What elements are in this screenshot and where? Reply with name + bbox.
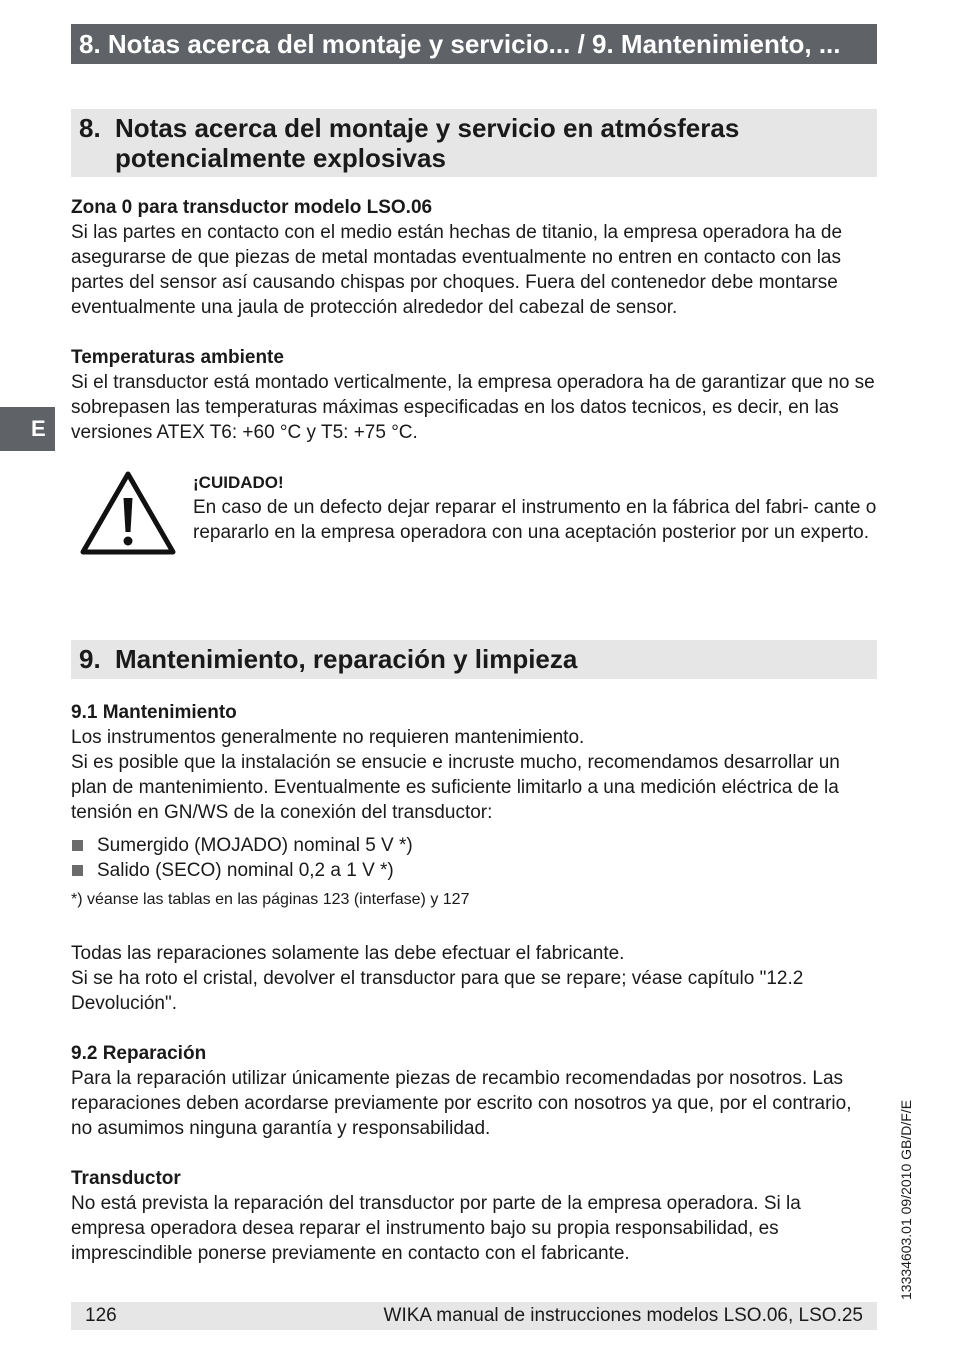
warning-heading: ¡CUIDADO! xyxy=(193,473,284,492)
mantenimiento-line-1: Los instrumentos generalmente no requieren mantenimiento. xyxy=(71,727,585,748)
reparacion-heading: 9.2 Reparación xyxy=(71,1043,207,1064)
section-8-number: 8. xyxy=(79,113,101,143)
square-bullet-icon xyxy=(72,840,83,851)
mantenimiento-list xyxy=(71,833,877,883)
reparaciones-line-1: Todas las reparaciones solamente las debe efectuar el fabricante. xyxy=(71,943,625,964)
list-item xyxy=(71,858,877,883)
mantenimiento-block xyxy=(71,700,877,911)
language-tab xyxy=(0,407,55,451)
zona-0-heading: Zona 0 para transductor modelo LSO.06 xyxy=(71,197,433,218)
reparacion-block xyxy=(71,1041,877,1141)
list-item-text: Salido (SECO) nominal 0,2 a 1 V *) xyxy=(97,860,394,881)
transductor-heading: Transductor xyxy=(71,1168,181,1189)
reparacion-text: Para la reparación utilizar únicamente piezas de recambio recomendadas por nosotros. Las reparaciones deben acordarse previamente por escrito con nosotros ya que, por el contrario, no asumimos ninguna garantía y responsabilidad. xyxy=(71,1068,852,1139)
language-tab-label: E xyxy=(31,416,46,441)
section-9-title: Mantenimiento, reparación y limpieza xyxy=(115,644,578,674)
zona-0-block xyxy=(71,195,877,320)
list-item xyxy=(71,833,877,858)
temperaturas-text: Si el transductor está montado verticalmente, la empresa operadora ha de garantizar que no se sobrepasen las temperaturas máximas especificadas en los datos tecnicos, es decir, en las versiones ATEX T6: +60 °C y T5: +75 °C. xyxy=(71,372,875,443)
transductor-block xyxy=(71,1166,877,1266)
warning-block xyxy=(193,470,883,545)
temperaturas-block xyxy=(71,345,877,445)
document-code: 13334603.01 09/2010 GB/D/F/E xyxy=(898,1099,914,1300)
reparaciones-line-2: Si se ha roto el cristal, devolver el transductor para que se repare; véase capítulo "12.2 Devolución". xyxy=(71,968,804,1014)
mantenimiento-line-2: Si es posible que la instalación se ensucie e incruste mucho, recomendamos desarrollar un plan de mantenimiento. Eventualmente es suficiente limitarlo a una medición eléctrica de la tensión en GN/WS de la conexión del transductor: xyxy=(71,752,840,823)
warning-text: En caso de un defecto dejar reparar el instrumento en la fábrica del fabri- cante o repararlo en la empresa operadora con una aceptación posterior por un experto. xyxy=(193,497,877,543)
section-8-title: Notas acerca del montaje y servicio en atmósferas potencialmente explosivas xyxy=(115,113,740,173)
running-header-title: 8. Notas acerca del montaje y servicio... / 9. Mantenimiento, ... xyxy=(79,29,841,59)
footer-title: WIKA manual de instrucciones modelos LSO.06, LSO.25 xyxy=(383,1305,863,1326)
section-8-heading xyxy=(71,109,877,177)
section-9-heading xyxy=(71,640,877,679)
footnote: *) véanse las tablas en las páginas 123 (interfase) y 127 xyxy=(71,891,470,908)
page-number: 126 xyxy=(85,1305,117,1326)
square-bullet-icon xyxy=(72,865,83,876)
zona-0-text: Si las partes en contacto con el medio están hechas de titanio, la empresa operadora ha de asegurarse de que piezas de metal montadas eventualmente no entren en contacto con las partes del sensor así causando chispas por choques. Fuera del contenedor debe montarse eventualmente una jaula de protección alrededor del cabezal de sensor. xyxy=(71,222,843,318)
list-item-text: Sumergido (MOJADO) nominal 5 V *) xyxy=(97,835,413,856)
transductor-text: No está prevista la reparación del transductor por parte de la empresa operadora. Si la empresa operadora desea reparar el instrumento bajo su propia responsabilidad, es imprescindible ponerse previamente en contacto con el fabricante. xyxy=(71,1193,801,1264)
temperaturas-heading: Temperaturas ambiente xyxy=(71,347,284,368)
section-9-number: 9. xyxy=(79,644,101,674)
reparaciones-block xyxy=(71,941,877,1016)
mantenimiento-heading: 9.1 Mantenimiento xyxy=(71,702,237,723)
running-header xyxy=(71,24,877,64)
page-footer xyxy=(71,1302,877,1330)
warning-triangle-icon xyxy=(80,470,176,556)
